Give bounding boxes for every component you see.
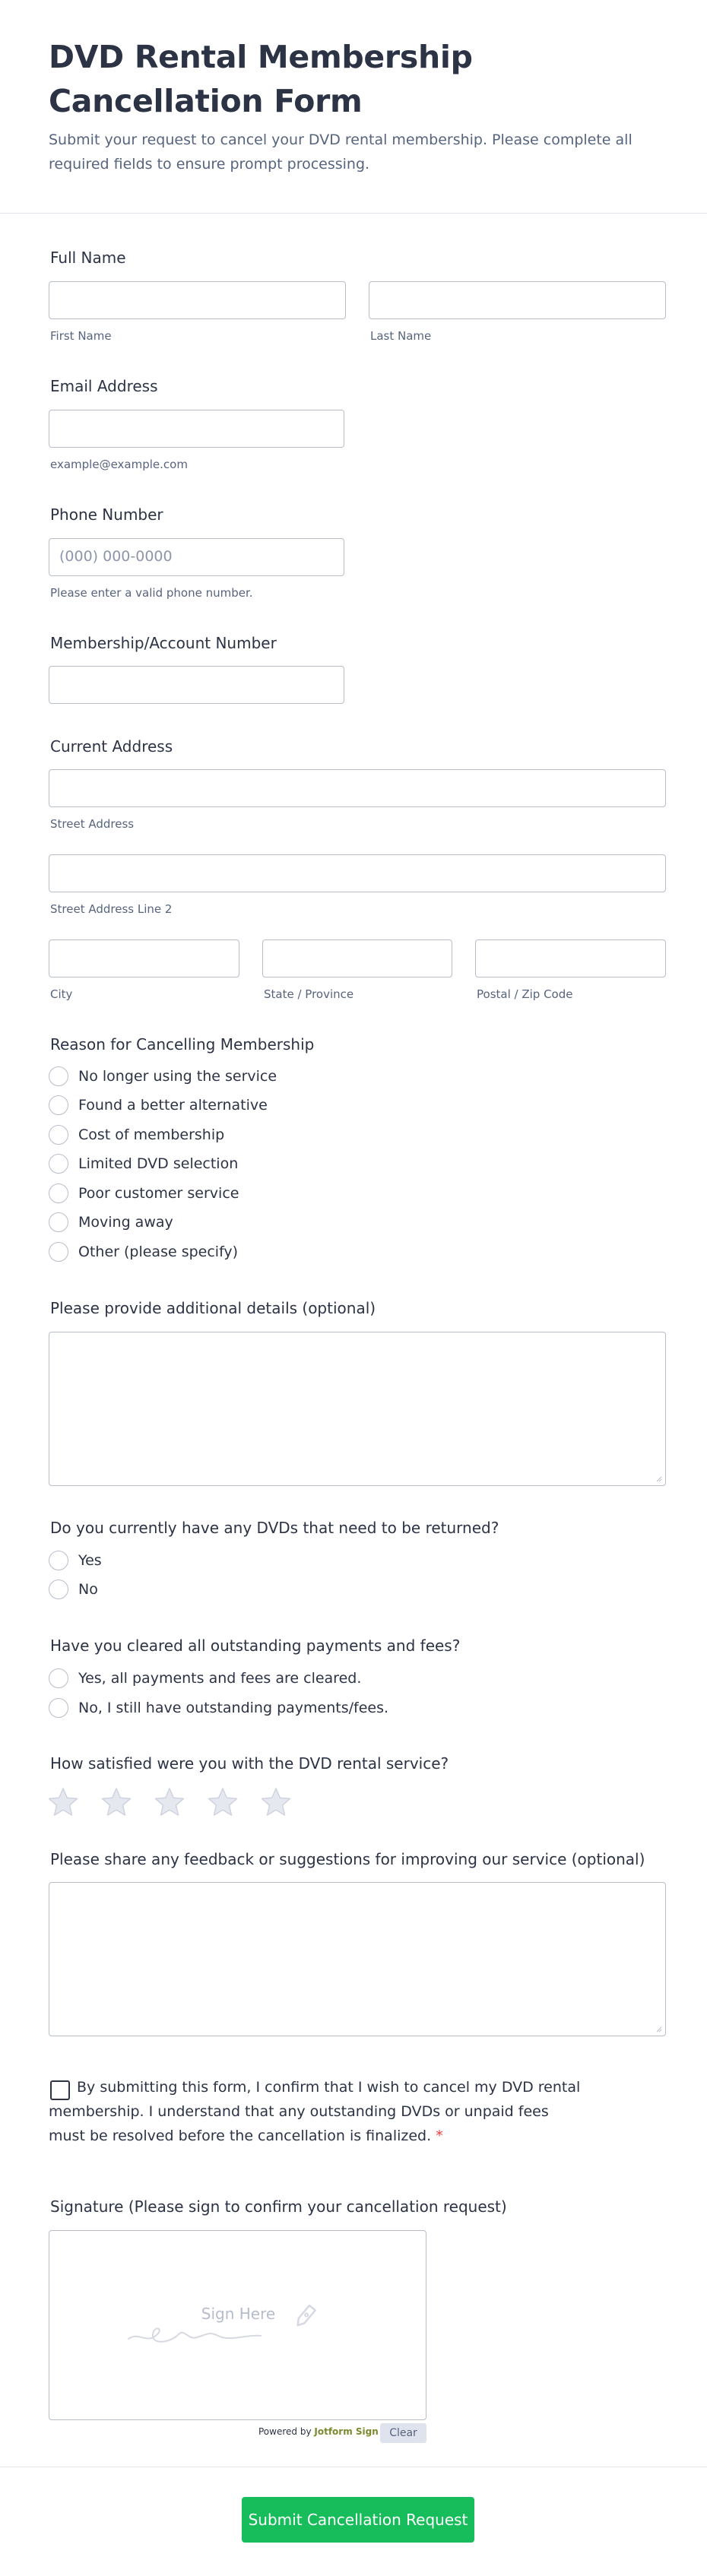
sign-here-text: Sign Here	[201, 2305, 276, 2323]
reason-option[interactable]	[49, 1125, 224, 1145]
street-address-line2-input[interactable]	[49, 854, 666, 892]
resize-handle-icon[interactable]	[655, 1475, 662, 1482]
reason-label: Reason for Cancelling Membership	[50, 1035, 315, 1054]
reason-option[interactable]	[49, 1066, 277, 1086]
full-name-label: Full Name	[50, 249, 126, 267]
star-icon[interactable]	[100, 1786, 132, 1818]
reason-option[interactable]	[49, 1212, 173, 1232]
radio-circle[interactable]	[49, 1154, 68, 1174]
submit-button[interactable]: Submit Cancellation Request	[242, 2497, 474, 2543]
consent-text	[49, 2075, 581, 2148]
reason-option-label: Moving away	[78, 1214, 173, 1231]
radio-circle[interactable]	[49, 1125, 68, 1145]
star-icon[interactable]	[260, 1786, 292, 1818]
payments-option[interactable]	[49, 1698, 388, 1718]
form-title: DVD Rental Membership Cancellation Form	[49, 39, 473, 119]
phone-label: Phone Number	[50, 505, 163, 524]
payments-label: Have you cleared all outstanding payments and fees?	[50, 1637, 461, 1655]
dvds-option-label: Yes	[78, 1552, 102, 1569]
form-description: Submit your request to cancel your DVD rental membership. Please complete all required fields to ensure prompt processing.	[49, 131, 632, 173]
state-input[interactable]	[262, 939, 452, 977]
reason-option-label: Cost of membership	[78, 1126, 225, 1143]
radio-circle[interactable]	[49, 1580, 68, 1599]
radio-circle[interactable]	[49, 1551, 68, 1570]
form-header	[0, 0, 707, 214]
last-name-input[interactable]	[369, 281, 666, 319]
reason-option-label: Poor customer service	[78, 1185, 239, 1202]
radio-circle[interactable]	[49, 1183, 68, 1203]
street-address-input[interactable]	[49, 769, 666, 807]
radio-circle[interactable]	[49, 1698, 68, 1718]
city-input[interactable]	[49, 939, 239, 977]
membership-input[interactable]	[49, 666, 344, 704]
details-textarea[interactable]	[49, 1332, 666, 1486]
email-sublabel: example@example.com	[50, 458, 188, 471]
powered-brand: Jotform Sign	[314, 2426, 379, 2437]
zip-input[interactable]	[475, 939, 666, 977]
street-address-sublabel: Street Address	[50, 817, 135, 831]
phone-placeholder: (000) 000-0000	[59, 548, 173, 565]
signature-pad[interactable]	[49, 2230, 426, 2420]
reason-option[interactable]	[49, 1242, 238, 1262]
dvds-label: Do you currently have any DVDs that need to be returned?	[50, 1519, 499, 1537]
phone-sublabel: Please enter a valid phone number.	[50, 586, 253, 600]
reason-option[interactable]	[49, 1154, 238, 1174]
powered-by	[258, 2426, 379, 2437]
street-address-line2-sublabel: Street Address Line 2	[50, 902, 173, 916]
city-sublabel: City	[50, 987, 73, 1001]
required-mark: *	[436, 2128, 443, 2144]
feedback-label: Please share any feedback or suggestions for improving our service (optional)	[50, 1850, 645, 1868]
state-sublabel: State / Province	[264, 987, 354, 1001]
reason-option-label: Other (please specify)	[78, 1244, 239, 1260]
signature-label: Signature (Please sign to confirm your cancellation request)	[50, 2197, 507, 2216]
zip-sublabel: Postal / Zip Code	[477, 987, 573, 1001]
reason-option-label: Limited DVD selection	[78, 1155, 239, 1172]
satisfaction-label: How satisfied were you with the DVD rental service?	[50, 1754, 449, 1773]
phone-input[interactable]	[49, 538, 344, 576]
radio-circle[interactable]	[49, 1066, 68, 1086]
radio-circle[interactable]	[49, 1242, 68, 1262]
details-label: Please provide additional details (optional)	[50, 1299, 376, 1317]
reason-option-label: No longer using the service	[78, 1068, 277, 1085]
dvds-option[interactable]	[49, 1580, 98, 1599]
payments-option-label: Yes, all payments and fees are cleared.	[78, 1670, 362, 1687]
reason-option[interactable]	[49, 1095, 268, 1115]
payments-option[interactable]	[49, 1668, 361, 1688]
first-name-input[interactable]	[49, 281, 346, 319]
reason-option[interactable]	[49, 1183, 239, 1203]
radio-circle[interactable]	[49, 1095, 68, 1115]
feedback-textarea[interactable]	[49, 1882, 666, 2036]
address-label: Current Address	[50, 737, 173, 756]
email-input[interactable]	[49, 410, 344, 448]
clear-signature-button[interactable]: Clear	[380, 2423, 426, 2443]
radio-circle[interactable]	[49, 1668, 68, 1688]
powered-prefix: Powered by	[258, 2426, 312, 2437]
last-name-sublabel: Last Name	[370, 329, 432, 343]
radio-circle[interactable]	[49, 1212, 68, 1232]
reason-option-label: Found a better alternative	[78, 1097, 268, 1114]
dvds-option[interactable]	[49, 1551, 102, 1570]
star-icon[interactable]	[47, 1786, 79, 1818]
dvds-option-label: No	[78, 1581, 98, 1598]
first-name-sublabel: First Name	[50, 329, 112, 343]
star-icon[interactable]	[154, 1786, 185, 1818]
payments-option-label: No, I still have outstanding payments/fees.	[78, 1700, 389, 1716]
membership-label: Membership/Account Number	[50, 634, 277, 652]
resize-handle-icon[interactable]	[655, 2025, 662, 2033]
email-label: Email Address	[50, 377, 158, 395]
consent-text-body: By submitting this form, I confirm that I wish to cancel my DVD rental membership. I understand that any outstanding DVDs or unpaid fees must be resolved before the cancellation is finalized.	[49, 2079, 581, 2144]
star-icon[interactable]	[207, 1786, 239, 1818]
